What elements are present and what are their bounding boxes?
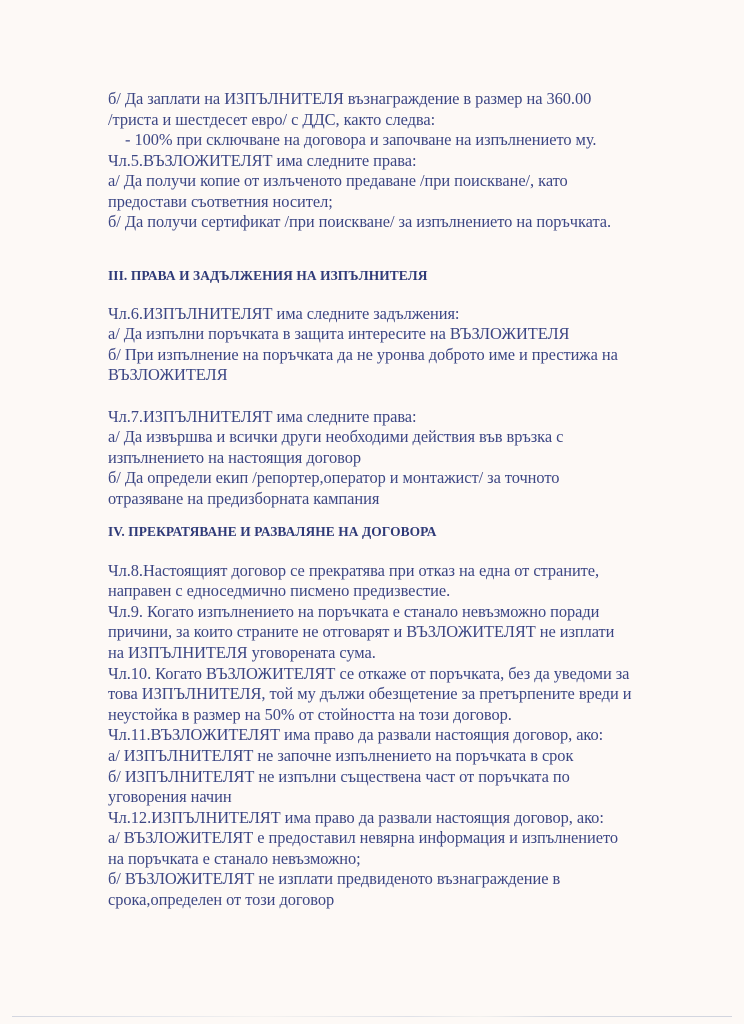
article-9-cont-2: на ИЗПЪЛНИТЕЛЯ уговорената сума. xyxy=(108,643,376,662)
section-heading-iii: III. ПРАВА И ЗАДЪЛЖЕНИЯ НА ИЗПЪЛНИТЕЛЯ xyxy=(108,268,428,283)
article-11-b-cont: уговорения начин xyxy=(108,787,232,806)
article-11-b: б/ ИЗПЪЛНИТЕЛЯТ не изпълни съществена част от поръчката по xyxy=(108,767,570,786)
payment-bullet: - 100% при сключване на договора и започване на изпълнението му. xyxy=(125,130,597,149)
article-5-a-cont: предостави съответния носител; xyxy=(108,192,333,211)
article-10-cont-2: неустойка в размер на 50% от стойността на този договор. xyxy=(108,705,512,724)
article-9-cont: причини, за които страните не отговарят и ВЪЗЛОЖИТЕЛЯТ не изплати xyxy=(108,622,615,641)
article-6-b-cont: ВЪЗЛОЖИТЕЛЯ xyxy=(108,365,228,384)
article-5-a: а/ Да получи копие от излъченото предаване /при поискване/, като xyxy=(108,171,568,190)
article-6: Чл.6.ИЗПЪЛНИТЕЛЯТ има следните задължения: xyxy=(108,304,460,323)
article-7-a-cont: изпълнението на настоящия договор xyxy=(108,448,362,467)
scan-edge-line xyxy=(12,1016,732,1017)
payment-clause-b-cont: /триста и шестдесет евро/ с ДДС, както следва: xyxy=(108,110,436,129)
article-7-a: а/ Да извършва и всички други необходими действия във връзка с xyxy=(108,427,564,446)
article-11-a: а/ ИЗПЪЛНИТЕЛЯТ не започне изпълнението на поръчката в срок xyxy=(108,746,574,765)
article-12-a: а/ ВЪЗЛОЖИТЕЛЯТ е предоставил невярна информация и изпълнението xyxy=(108,828,618,847)
article-10-cont: това ИЗПЪЛНИТЕЛЯ, той му дължи обезщетение за претърпените вреди и xyxy=(108,684,632,703)
article-12: Чл.12.ИЗПЪЛНИТЕЛЯТ има право да развали настоящия договор, ако: xyxy=(108,808,604,827)
article-8-cont: направен с едноседмично писмено предизвестие. xyxy=(108,581,451,600)
article-12-a-cont: на поръчката е станало невъзможно; xyxy=(108,849,361,868)
article-12-b-cont: срока,определен от този договор xyxy=(108,890,335,909)
article-6-b: б/ При изпълнение на поръчката да не уронва доброто име и престижа на xyxy=(108,345,618,364)
article-7-b: б/ Да определи екип /репортер,оператор и монтажист/ за точното xyxy=(108,468,560,487)
payment-clause-b: б/ Да заплати на ИЗПЪЛНИТЕЛЯ възнаграждение в размер на 360.00 xyxy=(108,89,592,108)
article-7-b-cont: отразяване на предизборната кампания xyxy=(108,489,380,508)
article-12-b: б/ ВЪЗЛОЖИТЕЛЯТ не изплати предвиденото възнаграждение в xyxy=(108,869,561,888)
article-6-a: а/ Да изпълни поръчката в защита интересите на ВЪЗЛОЖИТЕЛЯ xyxy=(108,324,570,343)
section-heading-iv: IV. ПРЕКРАТЯВАНЕ И РАЗВАЛЯНЕ НА ДОГОВОРА xyxy=(108,524,437,539)
article-9: Чл.9. Когато изпълнението на поръчката е станало невъзможно поради xyxy=(108,602,600,621)
article-8: Чл.8.Настоящият договор се прекратява при отказ на една от страните, xyxy=(108,561,600,580)
article-10: Чл.10. Когато ВЪЗЛОЖИТЕЛЯТ се откаже от поръчката, без да уведоми за xyxy=(108,664,630,683)
article-7: Чл.7.ИЗПЪЛНИТЕЛЯТ има следните права: xyxy=(108,407,417,426)
article-5: Чл.5.ВЪЗЛОЖИТЕЛЯТ има следните права: xyxy=(108,151,417,170)
article-11: Чл.11.ВЪЗЛОЖИТЕЛЯТ има право да развали настоящия договор, ако: xyxy=(108,725,604,744)
article-5-b: б/ Да получи сертификат /при поискване/ за изпълнението на поръчката. xyxy=(108,212,612,231)
